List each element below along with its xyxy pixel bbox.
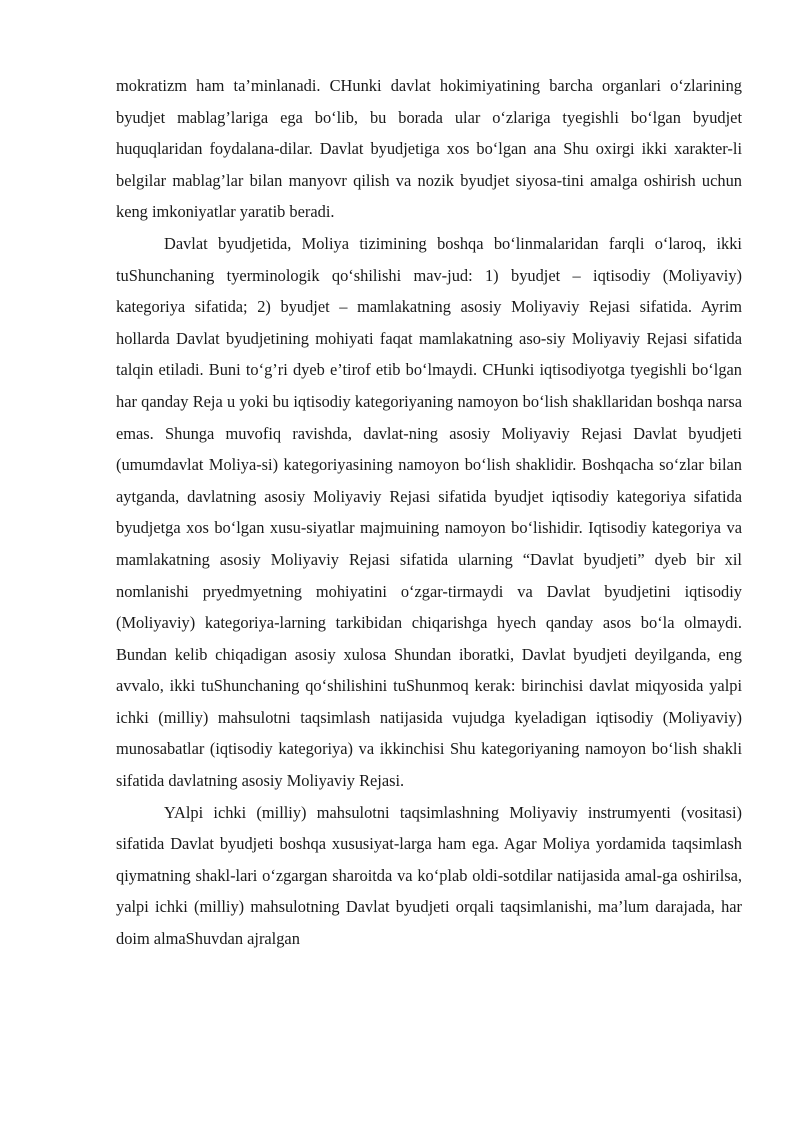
paragraph-3: YAlpi ichki (milliy) mahsulotni taqsimlashning Moliyaviy instrumyenti (vositasi) sifatida Davlat byudjeti boshqa xususiyat-larga ham ega. Agar Moliya yordamida taqsimlash qiymatning shakl-lari o‘zgargan sharoitda va ko‘plab oldi-sotdilar natijasida amal-ga oshirilsa, yalpi ichki (milliy) mahsulotning Davlat byudjeti orqali taqsimlanishi, ma’lum darajada, har doim almaShuvdan ajralgan bbox=[116, 802, 742, 949]
paragraph-2: Davlat byudjetida, Moliya tizimining boshqa bo‘linmalaridan farqli o‘laroq, ikki tuShunchaning tyerminologik qo‘shilishi mav-jud: 1) byudjet – iqtisodiy (Moliyaviy) kategoriya sifatida; 2) byudjet – mamlakatning asosiy Moliyaviy Rejasi sifatida. Ayrim hollarda Davlat byudjetining mohiyati faqat mamlakatning aso-siy Moliyaviy Rejasi sifatida talqin etiladi. Buni to‘g’ri dyeb e’tirof etib bo‘lmaydi. CHunki iqtisodiyotga tyegishli bo‘lgan har qanday Reja u yoki bu iqtisodiy kategoriyaning namoyon bo‘lish shakllaridan boshqa narsa emas. Shunga muvofiq ravishda, davlat-ning asosiy Moliyaviy Rejasi Davlat byudjeti (umumdavlat Moliya-si) kategoriyasining namoyon bo‘lish shaklidir. Boshqacha so‘zlar bilan aytganda, davlatning asosiy Moliyaviy Rejasi sifatida byudjet iqtisodiy kategoriya sifatida byudjetga xos bo‘lgan xusu-siyatlar majmuining namoyon bo‘lishidir. Iqtisodiy kategoriya va mamlakatning asosiy Moliyaviy Rejasi sifatida ularning “Davlat byudjeti” dyeb bir xil nomlanishi pryedmyetning mohiyatini o‘zgar-tirmaydi va Davlat byudjetini iqtisodiy (Moliyaviy) kategoriya-larning tarkibidan chiqarishga hyech qanday asos bo‘la olmaydi. Bundan kelib chiqadigan asosiy xulosa Shundan iboratki, Davlat byudjeti deyilganda, eng avvalo, ikki tuShunchaning qo‘shilishini tuShunmoq kerak: birinchisi davlat miqyosida yalpi ichki (milliy) mahsulotni taqsimlash natijasida vujudga kyeladigan iqtisodiy (Moliyaviy) munosabatlar (iqtisodiy kategoriya) va ikkinchisi Shu kategoriyaning namoyon bo‘lish shakli sifatida davlatning asosiy Moliyaviy Rejasi. bbox=[116, 233, 742, 791]
document-page bbox=[116, 70, 742, 955]
paragraph-1: mokratizm ham ta’minlanadi. CHunki davlat hokimiyatining barcha organlari o‘zlarining byudjet mablag’lariga ega bo‘lib, bu borada ular o‘zlariga tyegishli bo‘lgan byudjet huquqlaridan foydalana-dilar. Davlat byudjetiga xos bo‘lgan ana Shu oxirgi ikki xarakter-li belgilar mablag’lar bilan manyovr qilish va nozik byudjet siyosa-tini amalga oshirish uchun keng imkoniyatlar yaratib beradi. bbox=[116, 76, 742, 222]
